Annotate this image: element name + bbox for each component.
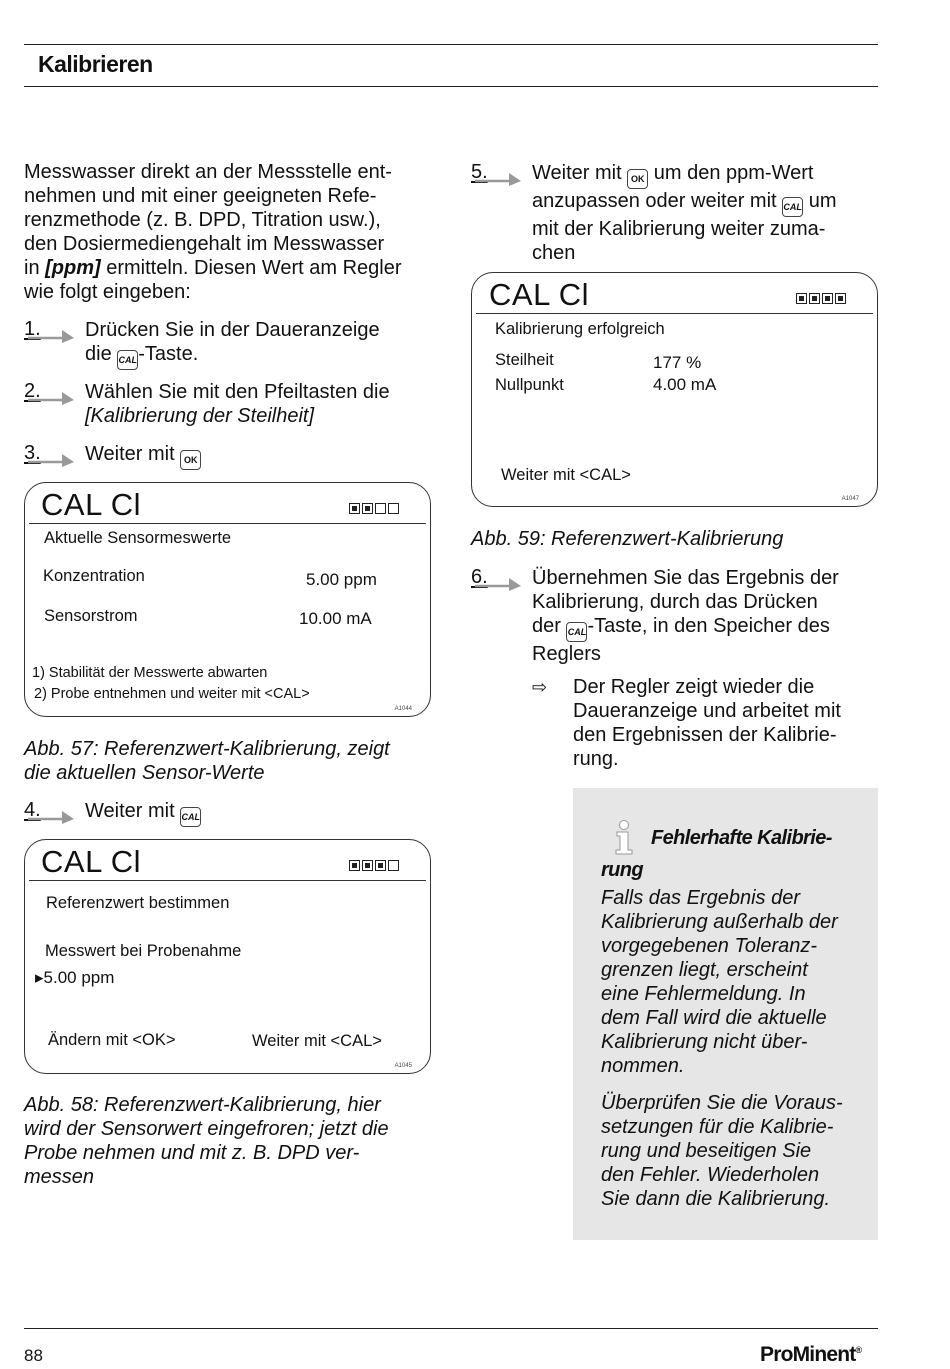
step-text: Weiter mit bbox=[85, 443, 181, 465]
progress-square-filled bbox=[349, 503, 360, 514]
step-line: Drücken Sie in der Daueranzeige bbox=[85, 319, 380, 341]
progress-square-filled bbox=[835, 293, 846, 304]
progress-indicator bbox=[349, 503, 399, 514]
step-text: -Taste. bbox=[138, 343, 199, 365]
zero-point-label: Nullpunkt bbox=[495, 376, 564, 394]
step-arrow-icon bbox=[473, 574, 523, 592]
step-number: 3. bbox=[24, 442, 41, 464]
step-text: Weiter mit bbox=[85, 800, 181, 822]
step-3-text bbox=[85, 442, 201, 470]
header-bottom-rule bbox=[24, 86, 878, 87]
step-text: Weiter mit bbox=[532, 162, 628, 184]
step-text: -Taste, in den Speicher des bbox=[587, 615, 830, 637]
display-title: CAL Cl bbox=[41, 487, 142, 522]
progress-square-filled bbox=[375, 860, 386, 871]
intro-line: wie folgt eingeben: bbox=[24, 281, 191, 303]
progress-square-filled bbox=[822, 293, 833, 304]
progress-square-filled bbox=[362, 503, 373, 514]
progress-square-filled bbox=[362, 860, 373, 871]
caption-line: Abb. 57: Referenzwert-Kalibrierung, zeigt bbox=[24, 738, 390, 760]
display-separator bbox=[29, 523, 426, 524]
display-heading: Kalibrierung erfolgreich bbox=[495, 320, 665, 338]
note-paragraph bbox=[601, 1091, 871, 1211]
step-arrow-icon bbox=[26, 807, 76, 825]
concentration-label: Konzentration bbox=[43, 567, 145, 585]
step-number: 5. bbox=[471, 161, 488, 183]
menu-item-reference: [Kalibrierung der Steilheit] bbox=[85, 405, 315, 427]
lcd-display-reference-value bbox=[24, 839, 431, 1074]
display-heading: Referenzwert bestimmen bbox=[46, 894, 230, 912]
change-action: Ändern mit <OK> bbox=[48, 1031, 176, 1049]
logo-text: Minent bbox=[792, 1343, 856, 1366]
step-text: der bbox=[532, 615, 567, 637]
caption-line: Probe nehmen und mit z. B. DPD ver- bbox=[24, 1142, 360, 1164]
figure-caption-58 bbox=[24, 1093, 389, 1189]
note-line: Kalibrierung außerhalb der bbox=[601, 911, 838, 933]
result-text bbox=[573, 675, 878, 771]
continue-action: Weiter mit <CAL> bbox=[501, 466, 631, 484]
step-line bbox=[85, 342, 380, 370]
result-line: Daueranzeige und arbeitet mit bbox=[573, 700, 841, 722]
result-arrow-icon: ⇨ bbox=[532, 677, 548, 697]
step-line: chen bbox=[532, 242, 576, 264]
step-line: Übernehmen Sie das Ergebnis der bbox=[532, 567, 839, 589]
step-number: 4. bbox=[24, 799, 41, 821]
step-6-text bbox=[532, 566, 877, 666]
cal-key-icon: CAL bbox=[566, 622, 587, 642]
intro-line: renzmethode (z. B. DPD, Titration usw.), bbox=[24, 209, 381, 231]
display-title: CAL Cl bbox=[41, 844, 142, 879]
step-text: anzupassen oder weiter mit bbox=[532, 190, 783, 212]
lcd-display-calibration-result bbox=[471, 272, 878, 507]
step-line: mit der Kalibrierung weiter zuma- bbox=[532, 218, 826, 240]
figure-code: A1045 bbox=[394, 1063, 412, 1069]
figure-code: A1044 bbox=[394, 706, 412, 712]
step-1-text bbox=[85, 318, 380, 370]
step-line: Kalibrierung, durch das Drücken bbox=[532, 591, 818, 613]
step-arrow-icon bbox=[26, 326, 76, 344]
note-line: Sie dann die Kalibrierung. bbox=[601, 1188, 831, 1210]
step-4-text bbox=[85, 799, 201, 827]
registered-mark: ® bbox=[855, 1345, 862, 1355]
result-line: Der Regler zeigt wieder die bbox=[573, 676, 815, 698]
progress-square-empty bbox=[388, 860, 399, 871]
zero-point-value: 4.00 mA bbox=[653, 375, 717, 394]
step-text: um bbox=[803, 190, 837, 212]
display-title: CAL Cl bbox=[489, 277, 590, 312]
note-line: den Fehler. Wiederholen bbox=[601, 1164, 820, 1186]
figure-caption-57 bbox=[24, 737, 390, 785]
logo-text: Pro bbox=[760, 1343, 793, 1366]
note-line: rung und beseitigen Sie bbox=[601, 1140, 812, 1162]
progress-indicator bbox=[349, 860, 399, 871]
progress-square-empty bbox=[375, 503, 386, 514]
display-hint: 1) Stabilität der Messwerte abwarten bbox=[32, 665, 268, 681]
info-note-box bbox=[573, 788, 878, 1240]
section-title: Kalibrieren bbox=[38, 51, 153, 77]
intro-text: ermitteln. Diesen Wert am Regler bbox=[100, 257, 402, 279]
page-number: 88 bbox=[24, 1346, 43, 1365]
intro-paragraph bbox=[24, 160, 444, 304]
step-arrow-icon bbox=[26, 388, 76, 406]
caption-line: die aktuellen Sensor-Werte bbox=[24, 762, 265, 784]
note-line: grenzen liegt, erscheint bbox=[601, 959, 808, 981]
note-line: nommen. bbox=[601, 1055, 685, 1077]
lcd-display-sensor-values bbox=[24, 482, 431, 717]
progress-square-filled bbox=[349, 860, 360, 871]
cal-key-icon: CAL bbox=[180, 807, 201, 827]
result-line: den Ergebnissen der Kalibrie- bbox=[573, 724, 837, 746]
footer-rule bbox=[24, 1328, 878, 1329]
step-2-text bbox=[85, 380, 390, 428]
figure-code: A1047 bbox=[841, 496, 859, 502]
display-separator bbox=[476, 313, 873, 314]
display-heading: Aktuelle Sensormeswerte bbox=[44, 529, 232, 547]
cal-key-icon: CAL bbox=[117, 350, 138, 370]
step-5-text bbox=[532, 161, 877, 265]
intro-line: Messwasser direkt an der Messstelle ent- bbox=[24, 161, 392, 183]
ok-key-icon: OK bbox=[180, 450, 201, 470]
display-separator bbox=[29, 880, 426, 881]
step-line: Reglers bbox=[532, 643, 601, 665]
measured-value-label: Messwert bei Probenahme bbox=[45, 942, 242, 960]
result-line: rung. bbox=[573, 748, 619, 770]
progress-indicator bbox=[796, 293, 846, 304]
note-paragraph bbox=[601, 886, 871, 1078]
figure-caption-59: Abb. 59: Referenzwert-Kalibrierung bbox=[471, 528, 784, 550]
sensor-current-label: Sensorstrom bbox=[44, 607, 138, 625]
note-line: dem Fall wird die aktuelle bbox=[601, 1007, 827, 1029]
cal-key-icon: CAL bbox=[782, 197, 803, 217]
note-line: vorgegebenen Toleranz- bbox=[601, 935, 818, 957]
continue-action: Weiter mit <CAL> bbox=[252, 1032, 382, 1050]
unit-emphasis: [ppm] bbox=[45, 257, 101, 279]
intro-text: in bbox=[24, 257, 46, 279]
progress-square-empty bbox=[388, 503, 399, 514]
value-text: 5.00 ppm bbox=[43, 968, 115, 987]
note-title: Fehlerhafte Kalibrie-rung bbox=[601, 827, 832, 881]
frozen-value bbox=[35, 968, 114, 988]
cursor-marker-icon: ▸ bbox=[35, 968, 44, 987]
progress-square-filled bbox=[809, 293, 820, 304]
note-line: Falls das Ergebnis der bbox=[601, 887, 800, 909]
caption-line: messen bbox=[24, 1166, 95, 1188]
step-line bbox=[532, 189, 877, 217]
concentration-value: 5.00 ppm bbox=[306, 570, 377, 589]
progress-square-filled bbox=[796, 293, 807, 304]
step-text: die bbox=[85, 343, 118, 365]
note-line: Kalibrierung nicht über- bbox=[601, 1031, 808, 1053]
intro-line bbox=[24, 256, 444, 280]
step-line bbox=[532, 161, 877, 189]
slope-value: 177 % bbox=[653, 353, 702, 372]
step-line: Wählen Sie mit den Pfeiltasten die bbox=[85, 381, 390, 403]
step-arrow-icon bbox=[26, 450, 76, 468]
intro-line: den Dosiermediengehalt im Messwasser bbox=[24, 233, 385, 255]
sensor-current-value: 10.00 mA bbox=[299, 609, 372, 628]
header-top-rule bbox=[24, 44, 878, 45]
caption-line: wird der Sensorwert eingefroren; jetzt die bbox=[24, 1118, 389, 1140]
display-hint: 2) Probe entnehmen und weiter mit <CAL> bbox=[34, 686, 310, 702]
note-line: setzungen für die Kalibrie- bbox=[601, 1116, 834, 1138]
intro-line: nehmen und mit einer geeigneten Refe- bbox=[24, 185, 377, 207]
step-text: um den ppm-Wert bbox=[648, 162, 814, 184]
note-line: eine Fehlermeldung. In bbox=[601, 983, 806, 1005]
step-line bbox=[532, 614, 877, 642]
step-arrow-icon bbox=[473, 169, 523, 187]
step-number: 2. bbox=[24, 380, 41, 402]
brand-logo bbox=[760, 1343, 861, 1367]
slope-label: Steilheit bbox=[495, 351, 554, 369]
step-number: 6. bbox=[471, 566, 488, 588]
step-number: 1. bbox=[24, 318, 41, 340]
ok-key-icon: OK bbox=[627, 169, 648, 189]
note-line: Überprüfen Sie die Voraus- bbox=[601, 1092, 843, 1114]
caption-line: Abb. 58: Referenzwert-Kalibrierung, hier bbox=[24, 1094, 381, 1116]
